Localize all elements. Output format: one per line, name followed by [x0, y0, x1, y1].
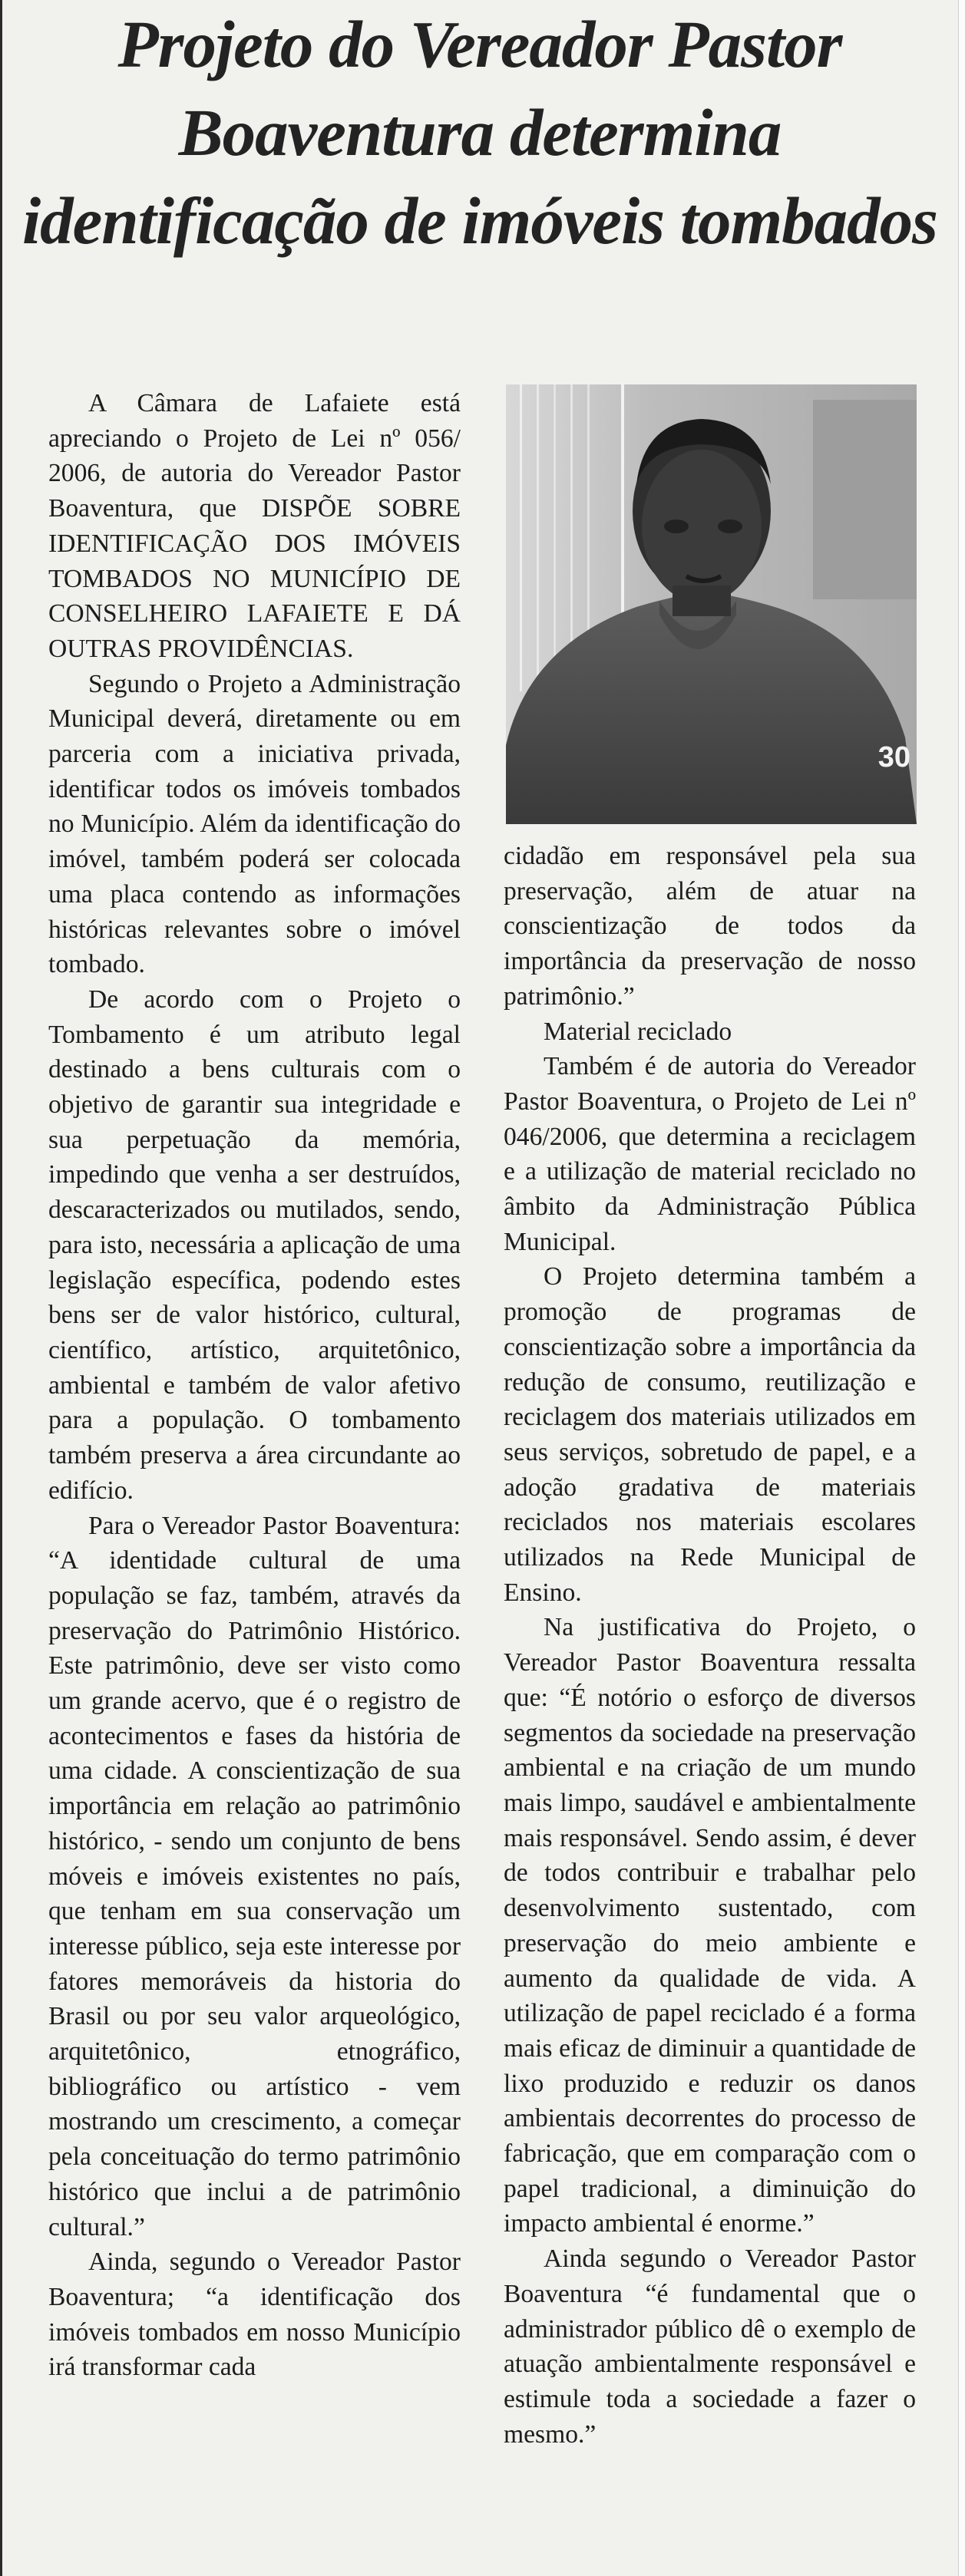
paragraph: Na justificativa do Projeto, o Vereador Pastor Boaventura ressalta que: “É notório o esforço de diversos segmentos da sociedade na preservação ambiental e na criação de um mundo mais limpo, saudável e ambientalmente mais responsável. Sendo assim, é dever de todos contribuir e trabalhar pelo desenvolvimento sustentado, com preservação do meio ambiente e aumento da qualidade de vida. A utilização de papel reciclado é a forma mais eficaz de diminuir a quantidade de lixo produzido e reduzir os danos ambientais decorrentes do processo de fabricação, que em comparação com o papel tradicional, a diminuição do impacto ambiental é enorme.” — [504, 1613, 916, 2238]
section-subhead: Material reciclado — [544, 1017, 732, 1046]
right-column — [504, 839, 916, 2452]
photo-badge-number: 30 — [877, 741, 910, 773]
portrait-photo — [506, 384, 917, 824]
paragraph: De acordo com o Projeto o Tombamento é um atributo legal destinado a bens culturais com o objetivo de garantir sua integridade e sua perpetuação da memória, impedindo que venha a ser destruídos, descaracterizados ou mutilados, sendo, para isto, necessária a aplicação de uma legislação específica, podendo estes bens ser de valor histórico, cultural, científico, artístico, arquitetônico, ambiental e também de valor afetivo para a população. O tombamento também preserva a área circundante ao edifício. — [48, 985, 461, 1505]
page-left-border — [0, 0, 2, 2576]
article-headline: Projeto do Vereador Pastor Boaventura determina identificação de imóveis tombados — [21, 7, 938, 258]
paragraph: Segundo o Projeto a Administração Municipal deverá, diretamente ou em parceria com a iniciativa privada, identificar todos os imóveis tombados no Município. Além da identificação do imóvel, também poderá ser colocada uma placa contendo as informações históricas relevantes sobre o imóvel tombado. — [48, 669, 461, 979]
article-photo — [506, 384, 917, 824]
paragraph-continuation: cidadão em responsável pela sua preservação, além de atuar na conscientização de todos da importância da preservação de nosso patrimônio.” — [504, 842, 916, 1011]
paragraph: Para o Vereador Pastor Boaventura: “A identidade cultural de uma população se faz, também, através da preservação do Patrimônio Histórico. Este patrimônio, deve ser visto como um grande acervo, que é o registro de acontecimentos e fases da história de uma cidade. A conscientização de sua importância em relação ao patrimônio histórico, - sendo um conjunto de bens móveis e imóveis existentes no país, que tenham em sua conservação um interesse público, seja este interesse por fatores memoráveis da historia do Brasil ou por seu valor arqueológico, arquitetônico, etnográfico, bibliográfico ou artístico - vem mostrando um crescimento, a começar pela conceituação do termo patrimônio histórico que inclui a de patrimônio cultural.” — [48, 1511, 461, 2241]
paragraph: A Câmara de Lafaiete está apreciando o Projeto de Lei nº 056/ 2006, de autoria do Vereador Pastor Boaventura, que DISPÕE SOBRE IDENTIFICAÇÃO DOS IMÓVEIS TOMBADOS NO MUNICÍPIO DE CONSELHEIRO LAFAIETE E DÁ OUTRAS PROVIDÊNCIAS. — [48, 389, 461, 663]
paragraph: Ainda segundo o Vereador Pastor Boaventura “é fundamental que o administrador público dê o exemplo de atuação ambientalmente responsável e estimule toda a sociedade a fazer o mesmo.” — [504, 2245, 916, 2449]
paragraph: O Projeto determina também a promoção de programas de conscientização sobre a importância da redução de consumo, reutilização e reciclagem dos materiais utilizados em seus serviços, sobretudo de papel, e a adoção gradativa de materiais reciclados nos materiais escolares utilizados na Rede Municipal de Ensino. — [504, 1262, 916, 1607]
paragraph: Também é de autoria do Vereador Pastor Boaventura, o Projeto de Lei nº 046/2006, que determina a reciclagem e a utilização de material reciclado no âmbito da Administração Pública Municipal. — [504, 1052, 916, 1256]
left-column — [48, 386, 461, 2385]
paragraph: Ainda, segundo o Vereador Pastor Boaventura; “a identificação dos imóveis tombados em nosso Município irá transformar cada — [48, 2248, 461, 2382]
page-right-margin — [958, 0, 965, 2576]
